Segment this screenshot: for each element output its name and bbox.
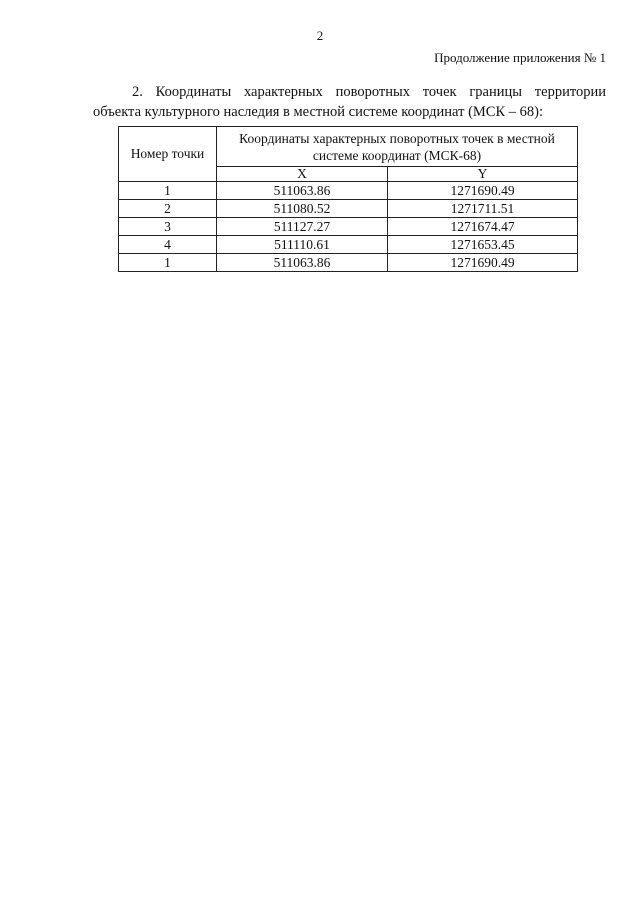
y-coordinate-cell: 1271674.47 xyxy=(388,218,578,236)
y-column-header: Y xyxy=(388,167,578,182)
y-coordinate-cell: 1271711.51 xyxy=(388,200,578,218)
point-number-cell: 4 xyxy=(119,236,217,254)
point-number-header: Номер точки xyxy=(119,127,217,182)
table-row xyxy=(119,200,578,218)
page-number: 2 xyxy=(316,28,324,43)
coordinates-group-header: Координаты характерных поворотных точек в местной системе координат (МСК-68) xyxy=(217,127,578,167)
x-column-header: X xyxy=(217,167,388,182)
point-number-cell: 1 xyxy=(119,182,217,200)
y-coordinate-cell: 1271690.49 xyxy=(388,254,578,272)
section-heading xyxy=(94,82,606,122)
x-coordinate-cell: 511127.27 xyxy=(217,218,388,236)
appendix-note: Продолжение приложения № 1 xyxy=(434,50,606,65)
section-heading-line1: 2. Координаты характерных поворотных точек границы территории xyxy=(132,84,606,100)
x-coordinate-cell: 511110.61 xyxy=(217,236,388,254)
section-heading-line2: объекта культурного наследия в местной системе координат (МСК – 68): xyxy=(93,104,543,120)
coordinates-table xyxy=(118,126,578,272)
x-coordinate-cell: 511063.86 xyxy=(217,182,388,200)
point-number-cell: 1 xyxy=(119,254,217,272)
x-coordinate-cell: 511080.52 xyxy=(217,200,388,218)
table-row xyxy=(119,218,578,236)
y-coordinate-cell: 1271690.49 xyxy=(388,182,578,200)
point-number-cell: 3 xyxy=(119,218,217,236)
point-number-cell: 2 xyxy=(119,200,217,218)
table-row xyxy=(119,254,578,272)
x-coordinate-cell: 511063.86 xyxy=(217,254,388,272)
table-row xyxy=(119,182,578,200)
y-coordinate-cell: 1271653.45 xyxy=(388,236,578,254)
table-row xyxy=(119,236,578,254)
